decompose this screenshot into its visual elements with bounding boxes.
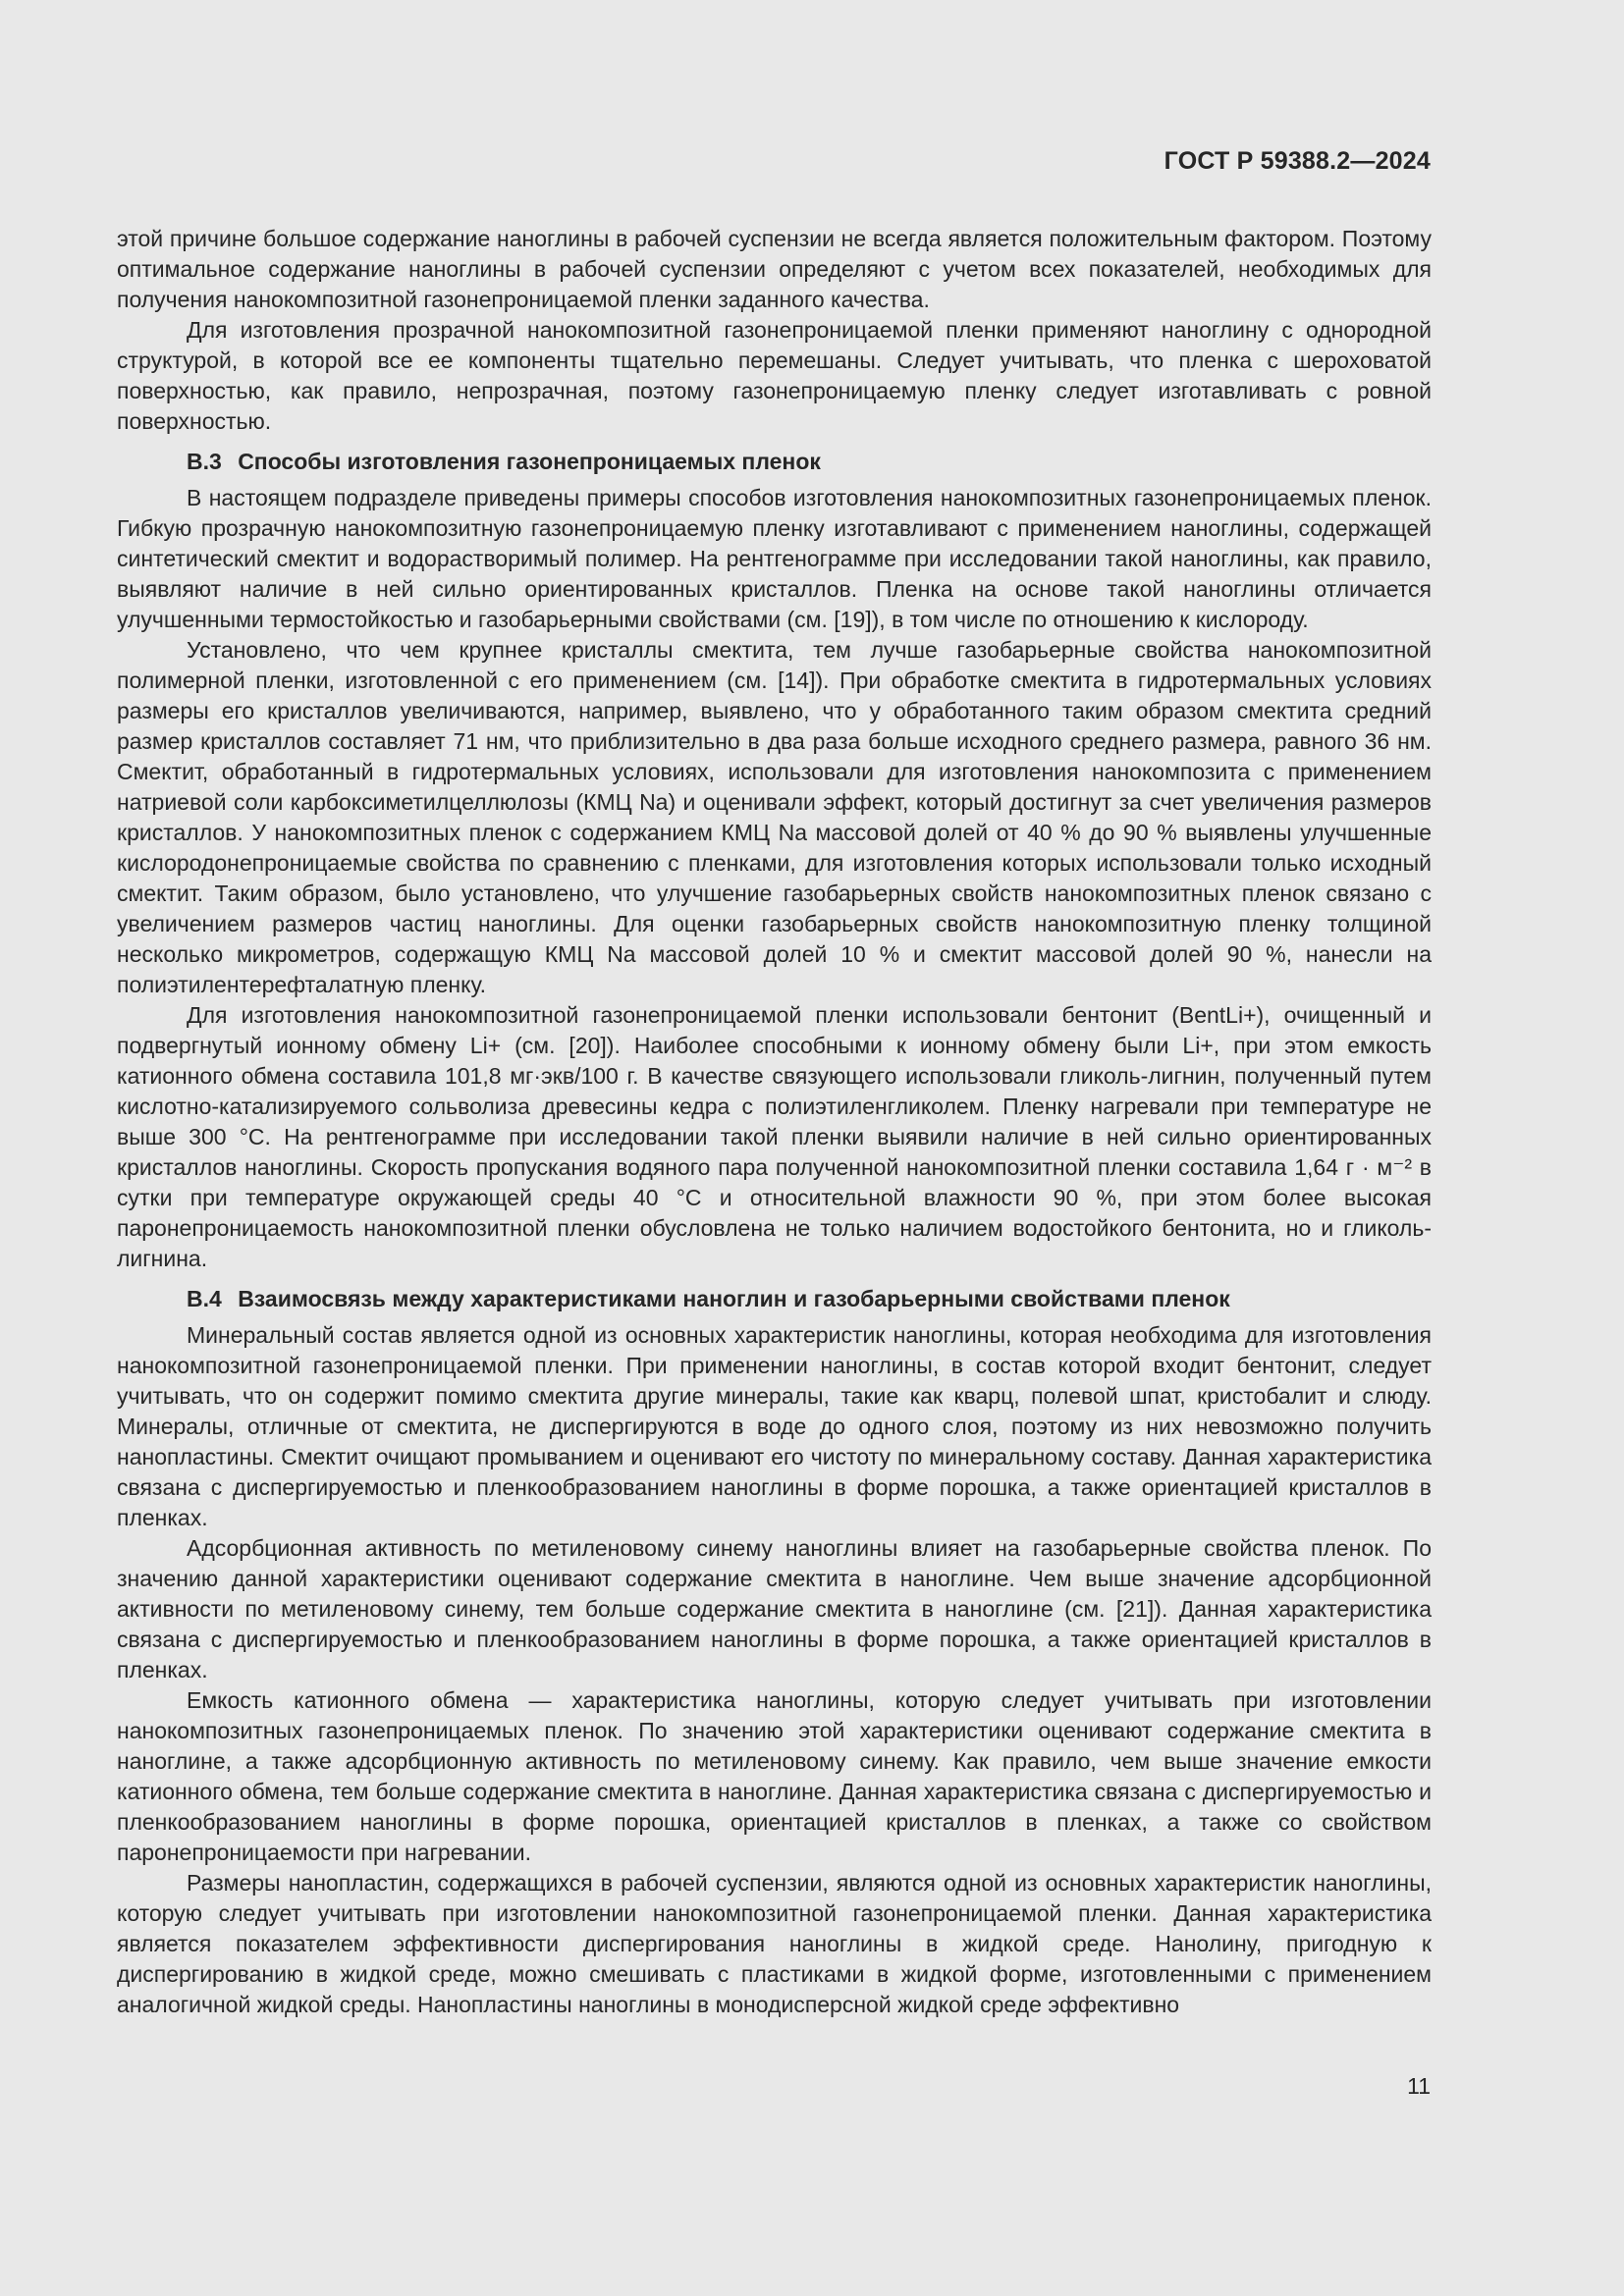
paragraph: Для изготовления нанокомпозитной газонепроницаемой пленки использовали бентонит (BentLi+), очищенный и подвергнутый ионному обмену Li+ (см. [20]). Наиболее способными к ионному обмену были Li+, при этом емкость катионного обмена составила 101,8 мг·экв/100 г. В качестве связующего использовали гликоль-лигнин, полученный путем кислотно-катализируемого сольволиза древесины кедра с полиэтиленгликолем. Пленку нагревали при температуре не выше 300 °C. На рентгенограмме при исследовании такой пленки выявили наличие в ней сильно ориентированных кристаллов наноглины. Скорость пропускания водяного пара полученной нанокомпозитной пленки составила 1,64 г · м⁻² в сутки при температуре окружающей среды 40 °C и относительной влажности 90 %, при этом более высокая паронепроницаемость нанокомпозитной пленки обусловлена не только наличием водостойкого бентонита, но и гликоль-лигнина.	[117, 1002, 1432, 1271]
page-number: 11	[1407, 2073, 1431, 2099]
paragraph: Адсорбционная активность по метиленовому синему наноглины влияет на газобарьерные свойства пленок. По значению данной характеристики оценивают содержание смектита в наноглине. Чем выше значение адсорбционной активности по метиленовому синему, тем больше содержание смектита в наноглине (см. [21]). Данная характеристика связана с диспергируемостью и пленкообразованием наноглины в форме порошка, а также ориентацией кристаллов в пленках.	[117, 1535, 1432, 1682]
paragraph: Минеральный состав является одной из основных характеристик наноглины, которая необходима для изготовления нанокомпозитной газонепроницаемой пленки. При применении наноглины, в состав которой входит бентонит, следует учитывать, что он содержит помимо смектита другие минералы, такие как кварц, полевой шпат, кристобалит и слюду. Минералы, отличные от смектита, не диспергируются в воде до одного слоя, поэтому из них невозможно получить нанопластины. Смектит очищают промыванием и оценивают его чистоту по минеральному составу. Данная характеристика связана с диспергируемостью и пленкообразованием наноглины в форме порошка, а также ориентацией кристаллов в пленках.	[117, 1322, 1432, 1530]
section-heading-b3	[187, 447, 1432, 477]
section-number: В.4	[187, 1286, 222, 1311]
paragraph: Размеры нанопластин, содержащихся в рабочей суспензии, являются одной из основных характеристик наноглины, которую следует учитывать при изготовлении нанокомпозитной газонепроницаемой пленки. Данная характеристика является показателем эффективности диспергирования наноглины в жидкой среде. Нанолину, пригодную к диспергированию в жидкой среде, можно смешивать с пластиками в жидкой форме, изготовленными с применением аналогичной жидкой среды. Нанопластины наноглины в монодисперсной жидкой среде эффективно	[117, 1870, 1432, 2017]
paragraph: Установлено, что чем крупнее кристаллы смектита, тем лучше газобарьерные свойства нанокомпозитной полимерной пленки, изготовленной с его применением (см. [14]). При обработке смектита в гидротермальных условиях размеры его кристаллов увеличиваются, например, выявлено, что у обработанного таким образом смектита средний размер кристаллов составляет 71 нм, что приблизительно в два раза больше исходного среднего размера, равного 36 нм. Смектит, обработанный в гидротермальных условиях, использовали для изготовления нанокомпозита с применением натриевой соли карбоксиметилцеллюлозы (КМЦ Na) и оценивали эффект, который достигнут за счет увеличения размеров кристаллов. У нанокомпозитных пленок с содержанием КМЦ Na массовой долей от 40 % до 90 % выявлены улучшенные кислородонепроницаемые свойства по сравнению с пленками, для изготовления которых использовали только исходный смектит. Таким образом, было установлено, что улучшение газобарьерных свойств нанокомпозитных пленок связано с увеличением размеров частиц наноглины. Для оценки газобарьерных свойств нанокомпозитную пленку толщиной несколько микрометров, содержащую КМЦ Na массовой долей 10 % и смектит массовой долей 90 %, нанесли на полиэтилентерефталатную пленку.	[117, 637, 1432, 997]
document-code: ГОСТ Р 59388.2—2024	[1164, 147, 1431, 175]
paragraph: Емкость катионного обмена — характеристика наноглины, которую следует учитывать при изготовлении нанокомпозитных газонепроницаемых пленок. По значению этой характеристики оценивают содержание смектита в наноглине, а также адсорбционную активность по метиленовому синему. Как правило, чем выше значение емкости катионного обмена, тем больше содержание смектита в наноглине. Данная характеристика связана с диспергируемостью и пленкообразованием наноглины в форме порошка, ориентацией кристаллов в пленках, а также со свойством паронепроницаемости при нагревании.	[117, 1687, 1432, 1865]
section-number: В.3	[187, 449, 222, 474]
paragraph: этой причине большое содержание наноглины в рабочей суспензии не всегда является положительным фактором. Поэтому оптимальное содержание наноглины в рабочей суспензии определяют с учетом всех показателей, необходимых для получения нанокомпозитной газонепроницаемой пленки заданного качества.	[117, 226, 1432, 312]
paragraph: Для изготовления прозрачной нанокомпозитной газонепроницаемой пленки применяют наноглину с однородной структурой, в которой все ее компоненты тщательно перемешаны. Следует учитывать, что пленка с шероховатой поверхностью, как правило, непрозрачная, поэтому газонепроницаемую пленку следует изготавливать с ровной поверхностью.	[117, 317, 1432, 434]
paragraph: В настоящем подразделе приведены примеры способов изготовления нанокомпозитных газонепроницаемых пленок. Гибкую прозрачную нанокомпозитную газонепроницаемую пленку изготавливают с применением наноглины, содержащей синтетический смектит и водорастворимый полимер. На рентгенограмме при исследовании такой наноглины, как правило, выявляют наличие в ней сильно ориентированных кристаллов. Пленка на основе такой наноглины отличается улучшенными термостойкостью и газобарьерными свойствами (см. [19]), в том числе по отношению к кислороду.	[117, 485, 1432, 632]
section-title: Способы изготовления газонепроницаемых пленок	[238, 449, 821, 474]
document-body	[117, 224, 1432, 2020]
section-heading-b4	[187, 1284, 1432, 1314]
section-title: Взаимосвязь между характеристиками наноглин и газобарьерными свойствами пленок	[238, 1286, 1230, 1311]
